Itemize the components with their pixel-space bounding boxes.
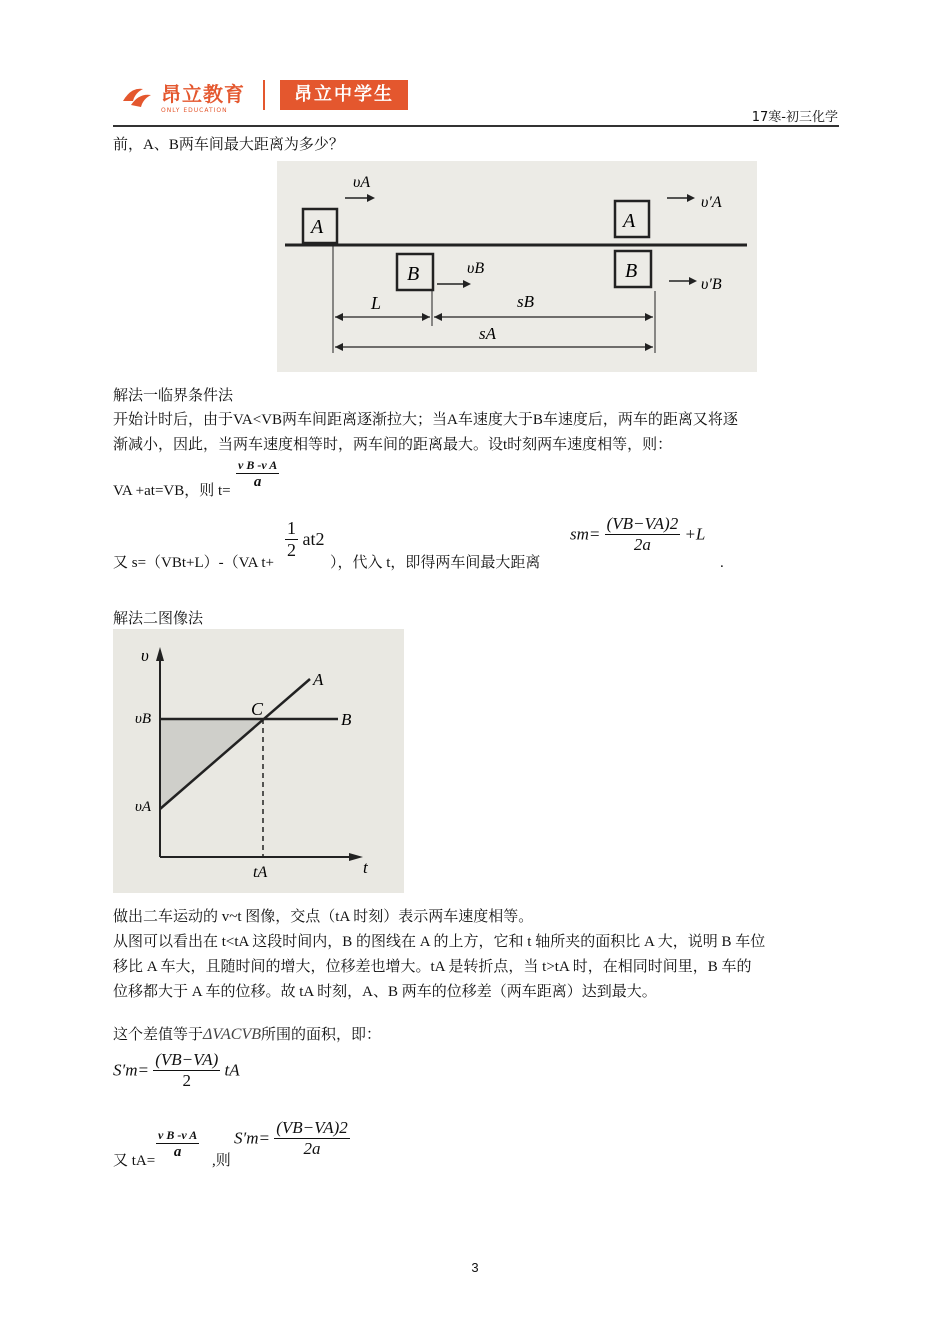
line-a-label: A: [313, 670, 324, 689]
method2-desc2: 从图可以看出在 t<tA 这段时间内，B 的图线在 A 的上方，它和 t 轴所夹的面积比 A 大，说明 B 车位: [113, 934, 766, 950]
method1-line2: 渐减小，因此，当两车速度相等时，两车间的距离最大。设t时刻两车速度相等，则：: [113, 437, 673, 453]
brand-name-cn: 昂立教育: [161, 82, 245, 106]
line-b-label: B: [341, 710, 352, 729]
eq1-numerator: v B -v A: [238, 458, 278, 472]
eq1-left: VA +at=VB，则 t=: [113, 483, 231, 499]
brand-badge: 昂立中学生: [280, 80, 408, 110]
intersection-c-label: C: [251, 699, 264, 719]
area-symbol: ΔVACVB: [203, 1026, 261, 1043]
area-suffix: 所围的面积，即：: [260, 1027, 381, 1043]
method1-line1: 开始计时后，由于VA<VB两车间距离逐渐拉大；当A车速度大于B车速度后，两车的距离又将逐: [113, 412, 738, 428]
ta-axis-label: tA: [253, 864, 268, 881]
va-prime-label: υ′A: [701, 194, 722, 211]
eq2-result: [570, 514, 705, 555]
brand-logo: [117, 78, 245, 114]
axis-t-label: t: [363, 858, 368, 877]
eq3-den: 2: [182, 1071, 191, 1090]
question-text: 前，A、B两车间最大距离为多少？: [113, 137, 344, 153]
eq2-result-den: 2a: [633, 535, 651, 554]
eq4-den2: 2a: [303, 1139, 321, 1158]
vb-axis-label: υB: [135, 711, 152, 727]
eq2-prefix: 又 s=（VBt+L）-（VA t+: [113, 555, 274, 571]
eq4-num: v B -v A: [158, 1128, 198, 1142]
eq4-num2: (VB−VA)2: [276, 1118, 348, 1137]
course-title: 17寒-初三化学: [751, 110, 838, 125]
logo-mark-icon: [117, 83, 157, 111]
page-number: 3: [471, 1260, 479, 1275]
eq4-prefix: 又 tA=: [113, 1153, 156, 1169]
eq3-tail: tA: [224, 1060, 240, 1080]
eq2-half: [285, 518, 325, 561]
distance-sa-label: sA: [479, 324, 496, 343]
vb-label: υB: [467, 260, 485, 277]
eq4-lhs: S′m=: [234, 1128, 270, 1148]
method2-desc1: 做出二车运动的 v~t 图像，交点（tA 时刻）表示两车速度相等。: [113, 909, 534, 925]
vb-prime-label: υ′B: [701, 276, 722, 293]
method1-title: 解法一临界条件法: [113, 388, 234, 404]
eq2-at2: at2: [302, 529, 325, 549]
eq2-half-den: 2: [287, 540, 296, 560]
axis-v-label: υ: [141, 646, 149, 665]
eq3-num: (VB−VA): [155, 1050, 219, 1069]
eq2-period: .: [720, 555, 724, 571]
eq2-result-tail: +L: [684, 524, 706, 544]
method2-title: 解法二图像法: [113, 611, 204, 627]
eq4-den: a: [173, 1144, 182, 1160]
eq3-lhs: S′m=: [113, 1060, 149, 1080]
car-a-label: A: [311, 216, 324, 238]
eq4-result: [234, 1118, 350, 1159]
figure-vt-graph: [113, 629, 404, 893]
eq3: [113, 1050, 240, 1091]
car-b-end-label: B: [625, 260, 638, 282]
eq4-mid: ,则: [212, 1153, 231, 1169]
eq2-half-num: 1: [287, 518, 296, 538]
car-a-end-label: A: [623, 210, 636, 232]
va-label: υA: [353, 174, 371, 191]
eq2-result-lhs: sm=: [570, 524, 601, 544]
car-b-label: B: [407, 263, 420, 285]
brand-name-en: ONLY EDUCATION: [161, 107, 228, 115]
eq2-result-num: (VB−VA)2: [606, 514, 679, 533]
distance-l-label: L: [371, 293, 382, 313]
va-axis-label: υA: [135, 799, 152, 815]
brand-separator: [263, 80, 265, 110]
area-line: [113, 1024, 381, 1046]
method2-desc4: 位移都大于 A 车的位移。故 tA 时刻，A、B 两车的位移差（两车距离）达到最大。: [113, 984, 657, 1000]
eq1-fraction: [236, 458, 279, 491]
eq2-suffix: ），代入 t，即得两车间最大距离: [330, 555, 541, 571]
distance-sb-label: sB: [517, 292, 534, 311]
eq4-fraction: [156, 1128, 199, 1161]
figure-cars-diagram: [277, 161, 757, 372]
header-divider: [113, 125, 839, 127]
area-prefix: 这个差值等于: [113, 1027, 204, 1043]
eq1-denominator: a: [253, 474, 262, 490]
method2-desc3: 移比 A 车大，且随时间的增大，位移差也增大。tA 是转折点，当 t>tA 时，在相同时间里，B 车的: [113, 959, 752, 975]
